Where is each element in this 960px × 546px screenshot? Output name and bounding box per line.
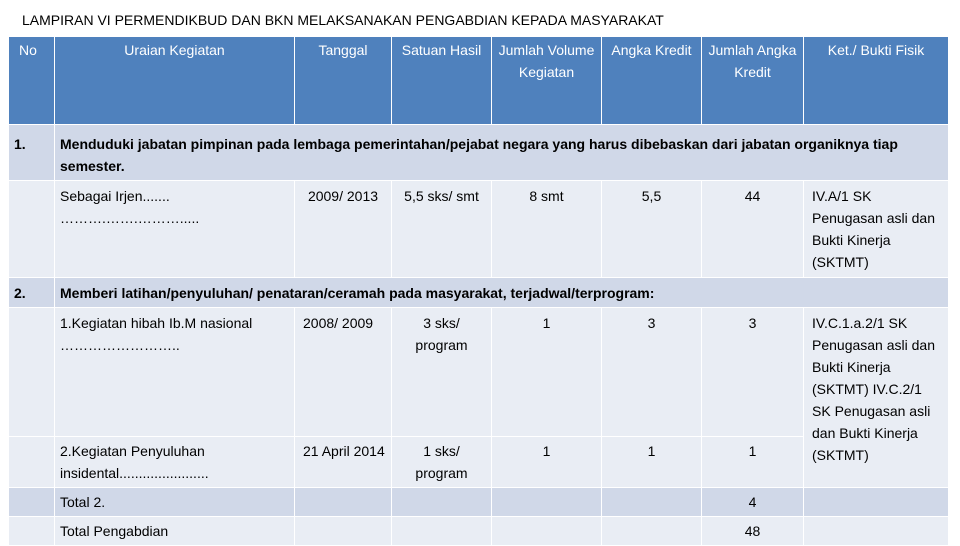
section-2-description: Memberi latihan/penyuluhan/ penataran/ceramah pada masyarakat, terjadwal/terprogram: [55, 278, 949, 308]
section-1-item-angka: 5,5 [602, 181, 702, 278]
section-2-no: 2. [9, 278, 55, 308]
section-1-item-uraian: Sebagai Irjen....... ……….…….………..... [55, 181, 295, 278]
section-2-item-1-tanggal: 2008/ 2009 [295, 308, 392, 437]
section-1-row [9, 125, 949, 181]
section-2-row [9, 278, 949, 308]
total-2-empty-4 [602, 488, 702, 517]
section-1-no: 1. [9, 125, 55, 181]
total-pengabdian-empty-3 [492, 517, 602, 546]
page-title: LAMPIRAN VI PERMENDIKBUD DAN BKN MELAKSANAKAN PENGABDIAN KEPADA MASYARAKAT [22, 12, 664, 28]
section-2-item-1-jumlah: 3 [702, 308, 804, 437]
total-2-value: 4 [702, 488, 804, 517]
total-2-no [9, 488, 55, 517]
section-1-item-jumlah: 44 [702, 181, 804, 278]
section-2-item-2-jumlah: 1 [702, 437, 804, 488]
section-2-item-1-satuan: 3 sks/ program [392, 308, 492, 437]
total-2-row [9, 488, 949, 517]
section-1-item-ket: IV.A/1 SK Penugasan asli dan Bukti Kinerja (SKTMT) [804, 181, 949, 278]
header-tanggal: Tanggal [295, 37, 392, 125]
section-2-item-2-tanggal: 21 April 2014 [295, 437, 392, 488]
total-pengabdian-empty-1 [295, 517, 392, 546]
section-2-item-1-row [9, 308, 949, 437]
table-header-row [9, 37, 949, 125]
total-pengabdian-value: 48 [702, 517, 804, 546]
header-uraian: Uraian Kegiatan [55, 37, 295, 125]
section-1-item-tanggal: 2009/ 2013 [295, 181, 392, 278]
total-2-empty-3 [492, 488, 602, 517]
activity-table [8, 36, 949, 546]
section-1-item-satuan: 5,5 sks/ smt [392, 181, 492, 278]
section-2-item-2-angka: 1 [602, 437, 702, 488]
header-no: No [9, 37, 55, 125]
header-keterangan: Ket./ Bukti Fisik [804, 37, 949, 125]
section-2-item-1-no [9, 308, 55, 437]
header-satuan: Satuan Hasil [392, 37, 492, 125]
section-2-item-1-volume: 1 [492, 308, 602, 437]
section-1-item-volume: 8 smt [492, 181, 602, 278]
header-jumlah-angka-kredit: Jumlah Angka Kredit [702, 37, 804, 125]
header-angka-kredit: Angka Kredit [602, 37, 702, 125]
section-2-item-2-volume: 1 [492, 437, 602, 488]
total-pengabdian-no [9, 517, 55, 546]
total-pengabdian-row [9, 517, 949, 546]
total-2-label: Total 2. [55, 488, 295, 517]
header-volume: Jumlah Volume Kegiatan [492, 37, 602, 125]
total-pengabdian-empty-5 [804, 517, 949, 546]
section-2-ket: IV.C.1.a.2/1 SK Penugasan asli dan Bukti Kinerja (SKTMT) IV.C.2/1 SK Penugasan asli dan Bukti Kinerja (SKTMT) [804, 308, 949, 488]
total-2-empty-1 [295, 488, 392, 517]
section-1-item-no [9, 181, 55, 278]
total-2-empty-2 [392, 488, 492, 517]
total-2-empty-5 [804, 488, 949, 517]
section-2-item-2-uraian: 2.Kegiatan Penyuluhan insidental....................... [55, 437, 295, 488]
total-pengabdian-empty-4 [602, 517, 702, 546]
section-1-description: Menduduki jabatan pimpinan pada lembaga pemerintahan/pejabat negara yang harus dibebaskan dari jabatan organiknya tiap semester. [55, 125, 949, 181]
total-pengabdian-label: Total Pengabdian [55, 517, 295, 546]
section-2-item-2-satuan: 1 sks/ program [392, 437, 492, 488]
section-2-item-1-uraian: 1.Kegiatan hibah Ib.M nasional …………………….. [55, 308, 295, 437]
section-2-item-1-angka: 3 [602, 308, 702, 437]
section-1-item-row [9, 181, 949, 278]
section-2-item-2-no [9, 437, 55, 488]
total-pengabdian-empty-2 [392, 517, 492, 546]
